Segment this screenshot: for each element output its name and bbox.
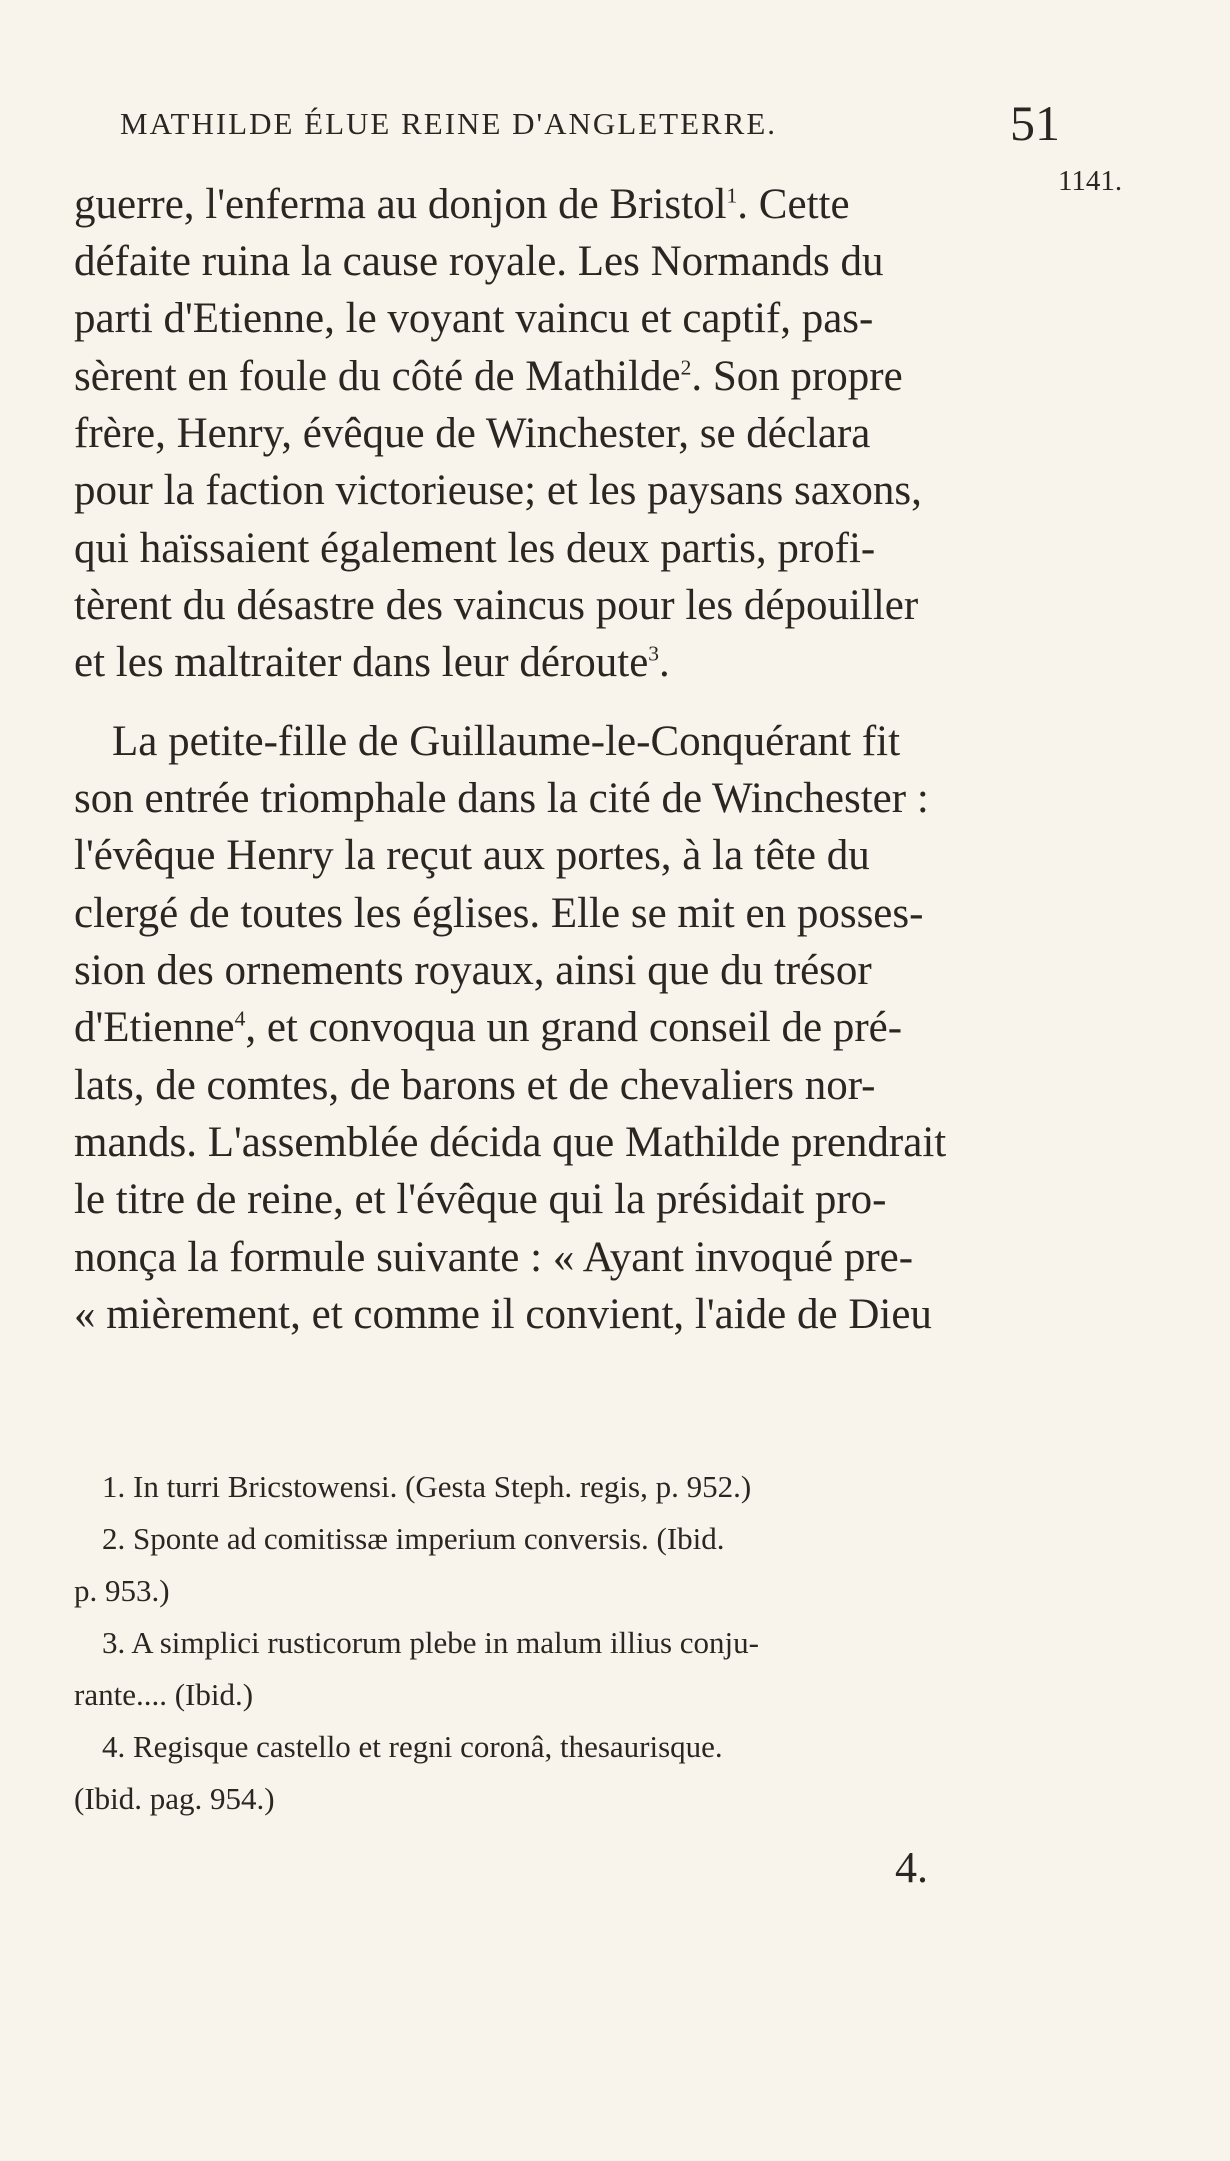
footnote-line: 4. Regisque castello et regni coronâ, thesaurisque.	[102, 1729, 723, 1764]
footnote-ref: 3	[648, 641, 660, 666]
footnote-line: 3. A simplici rusticorum plebe in malum illius conju-	[102, 1625, 759, 1660]
body-line: le titre de reine, et l'évêque qui la présidait pro-	[74, 1176, 887, 1223]
body-line: qui haïssaient également les deux partis, profi-	[74, 525, 876, 572]
body-line: guerre, l'enferma au donjon de Bristol$^1$. Cette	[74, 181, 850, 228]
body-line: tèrent du désastre des vaincus pour les dépouiller	[74, 582, 919, 629]
margin-year: 1141.	[1058, 165, 1123, 197]
running-head-title: MATHILDE ÉLUE REINE D'ANGLETERRE.	[120, 106, 778, 141]
signature-mark: 4.	[895, 1843, 928, 1892]
body-line: frère, Henry, évêque de Winchester, se déclara	[74, 410, 871, 457]
body-line: son entrée triomphale dans la cité de Winchester :	[74, 775, 929, 822]
body-line: d'Etienne$^4$, et convoqua un grand conseil de pré-	[74, 1004, 903, 1051]
body-line: mands. L'assemblée décida que Mathilde prendrait	[74, 1119, 947, 1166]
body-line: nonça la formule suivante : « Ayant invoqué pre-	[74, 1234, 914, 1281]
footnote-ref: 1	[726, 183, 738, 208]
body-line: lats, de comtes, de barons et de chevaliers nor-	[74, 1062, 876, 1109]
running-head	[120, 95, 1080, 160]
body-line: « mièrement, et comme il convient, l'aide de Dieu	[74, 1291, 932, 1338]
body-line: pour la faction victorieuse; et les paysans saxons,	[74, 467, 922, 514]
page-number: 51	[1010, 95, 1060, 151]
body-line: et les maltraiter dans leur déroute$^3$.	[74, 639, 670, 686]
body-line: clergé de toutes les églises. Elle se mit en posses-	[74, 890, 924, 937]
body-line: l'évêque Henry la reçut aux portes, à la tête du	[74, 832, 870, 879]
body-line: parti d'Etienne, le voyant vaincu et captif, pas-	[74, 295, 874, 342]
footnote-ref: 4	[234, 1006, 246, 1031]
body-line: La petite-fille de Guillaume-le-Conquérant fit	[112, 718, 901, 765]
footnote-line: rante.... (Ibid.)	[74, 1677, 254, 1712]
body-line: défaite ruina la cause royale. Les Normands du	[74, 238, 884, 285]
body-line: sèrent en foule du côté de Mathilde$^2$. Son propre	[74, 353, 903, 400]
footnote-line: 2. Sponte ad comitissæ imperium conversis. (Ibid.	[102, 1521, 725, 1556]
body-line: sion des ornements royaux, ainsi que du trésor	[74, 947, 872, 994]
footnote-line: p. 953.)	[74, 1573, 170, 1608]
footnote-ref: 2	[680, 355, 692, 380]
footnote-line: (Ibid. pag. 954.)	[74, 1781, 275, 1816]
footnote-line: 1. In turri Bricstowensi. (Gesta Steph. regis, p. 952.)	[102, 1469, 752, 1504]
